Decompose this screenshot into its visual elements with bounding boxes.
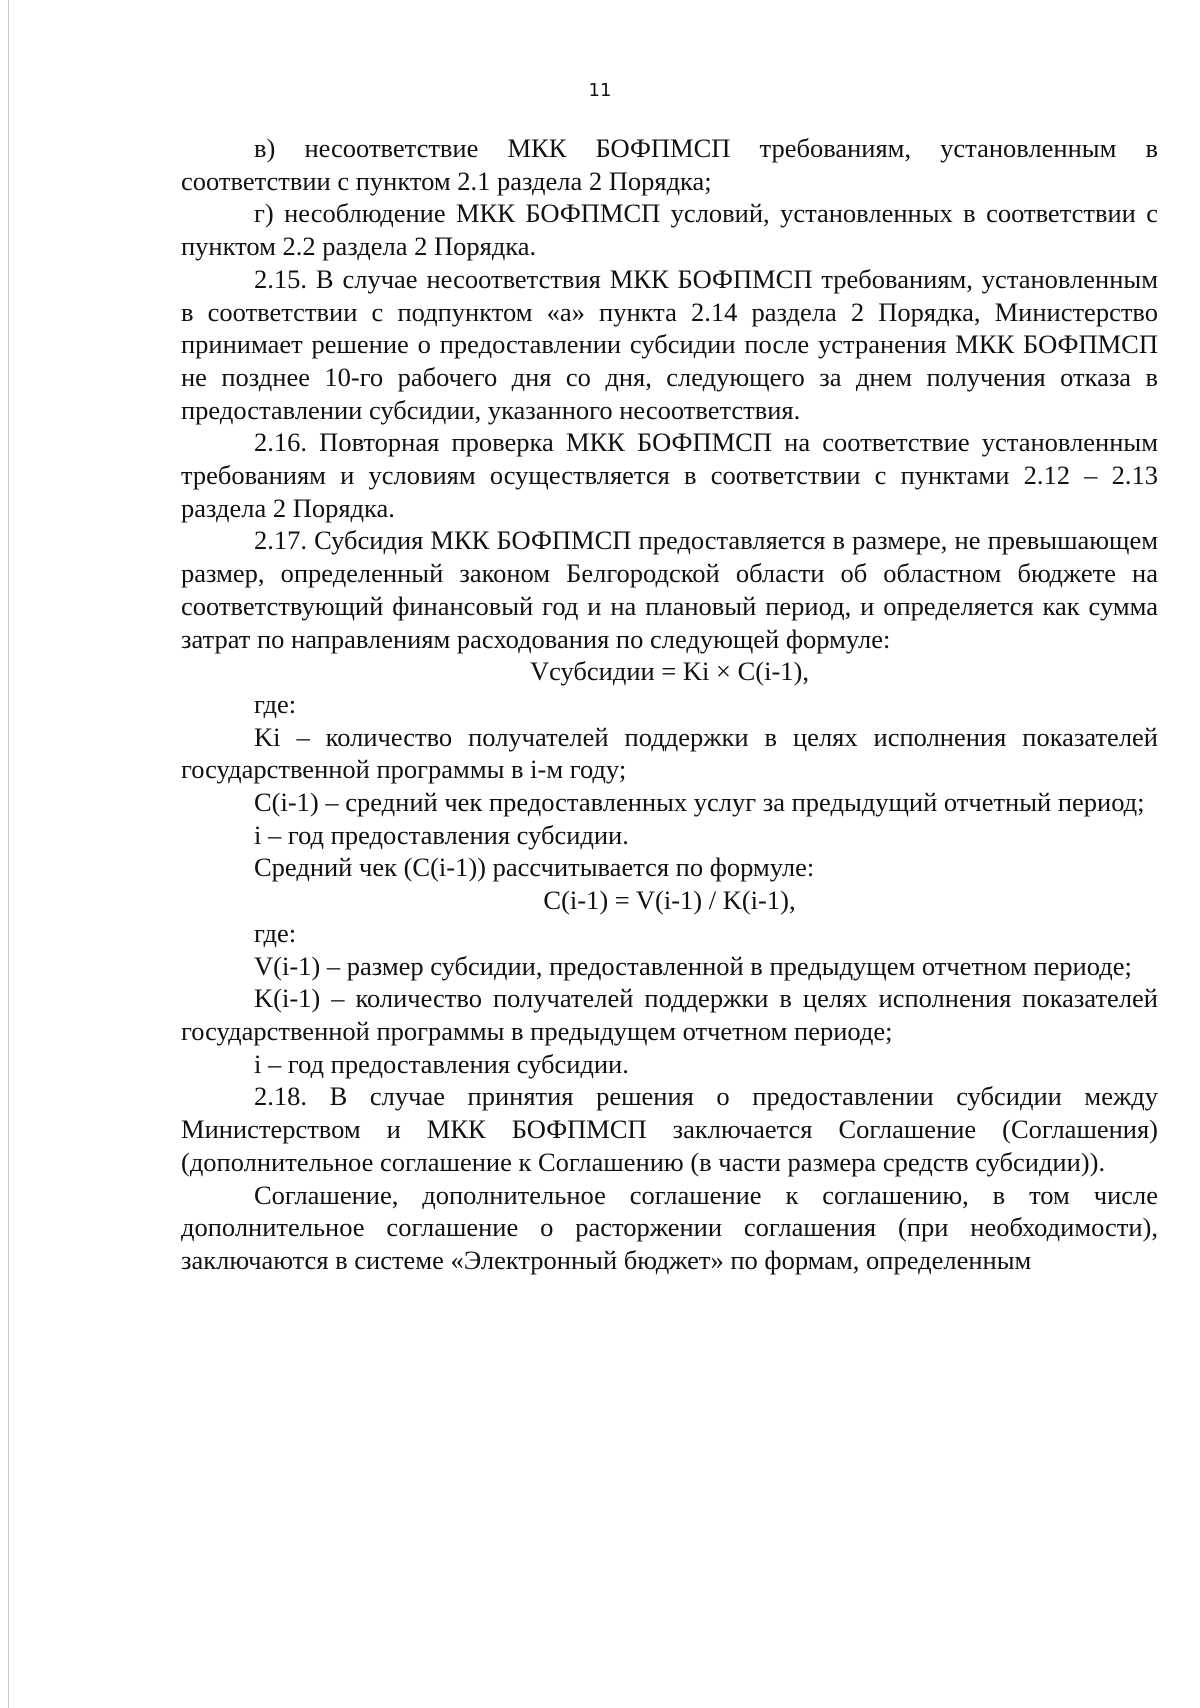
where-label-2: где: [254,917,297,948]
paragraph-2-15: 2.15. В случае несоответствия МКК БОФПМСП требованиям, установленным в соответствии с подпунктом «а» пункта 2.14 раздела 2 Порядка, Министерство принимает решение о предоставлении субсидии после устранения МКК БОФПМСП не позднее 10-го рабочего дня со дня, следующего за днем получения отказа в предоставлении субсидии, указанного несоответствия. [181,263,1158,425]
page-number: 11 [588,80,612,101]
definition-i-2: i – год предоставления субсидии. [254,1048,629,1079]
where-label-1: где: [254,688,297,719]
formula-average-check: C(i-1) = V(i-1) / K(i-1), [543,885,796,916]
scan-edge-line [8,0,9,1708]
paragraph-2-16: 2.16. Повторная проверка МКК БОФПМСП на соответствие установленным требованиям и условиям осуществляется в соответствии с пунктами 2.12 – 2.13 раздела 2 Порядка. [181,427,1158,523]
paragraph-item-v: в) несоответствие МКК БОФПМСП требованиям, установленным в соответствии с пунктом 2.1 раздела 2 Порядка; [181,133,1158,196]
definition-k: K(i-1) – количество получателей поддержки в целях исполнения показателей государственной программы в предыдущем отчетном периоде; [181,983,1158,1046]
definition-ki: Ki – количество получателей поддержки в целях исполнения показателей государственной программы в i-м году; [181,721,1158,785]
document-body [181,132,1158,1277]
definition-v: V(i-1) – размер субсидии, предоставленной в предыдущем отчетном периоде; [254,950,1132,981]
paragraph-2-18: 2.18. В случае принятия решения о предоставлении субсидии между Министерством и МКК БОФПМСП заключается Соглашение (Соглашения) (дополнительное соглашение к Соглашению (в части размера средств субсидии)). [181,1081,1158,1177]
paragraph-agreement: Соглашение, дополнительное соглашение к соглашению, в том числе дополнительное соглашение о расторжении соглашения (при необходимости), заключаются в системе «Электронный бюджет» по формам, определенным [181,1179,1158,1275]
average-check-intro: Средний чек (C(i-1)) рассчитывается по формуле: [254,852,815,883]
paragraph-item-g: г) несоблюдение МКК БОФПМСП условий, установленных в соответствии с пунктом 2.2 раздела 2 Порядка. [181,198,1158,262]
definition-i-1: i – год предоставления субсидии. [254,819,629,850]
formula-subsidy: Vсубсидии = Ki × C(i-1), [529,656,809,687]
definition-c: C(i-1) – средний чек предоставленных услуг за предыдущий отчетный период; [254,787,1145,818]
paragraph-2-17: 2.17. Субсидия МКК БОФПМСП предоставляется в размере, не превышающем размер, определенный законом Белгородской области об областном бюджете на соответствующий финансовый год и на плановый период, и определяется как сумма затрат по направлениям расходования по следующей формуле: [181,525,1158,654]
